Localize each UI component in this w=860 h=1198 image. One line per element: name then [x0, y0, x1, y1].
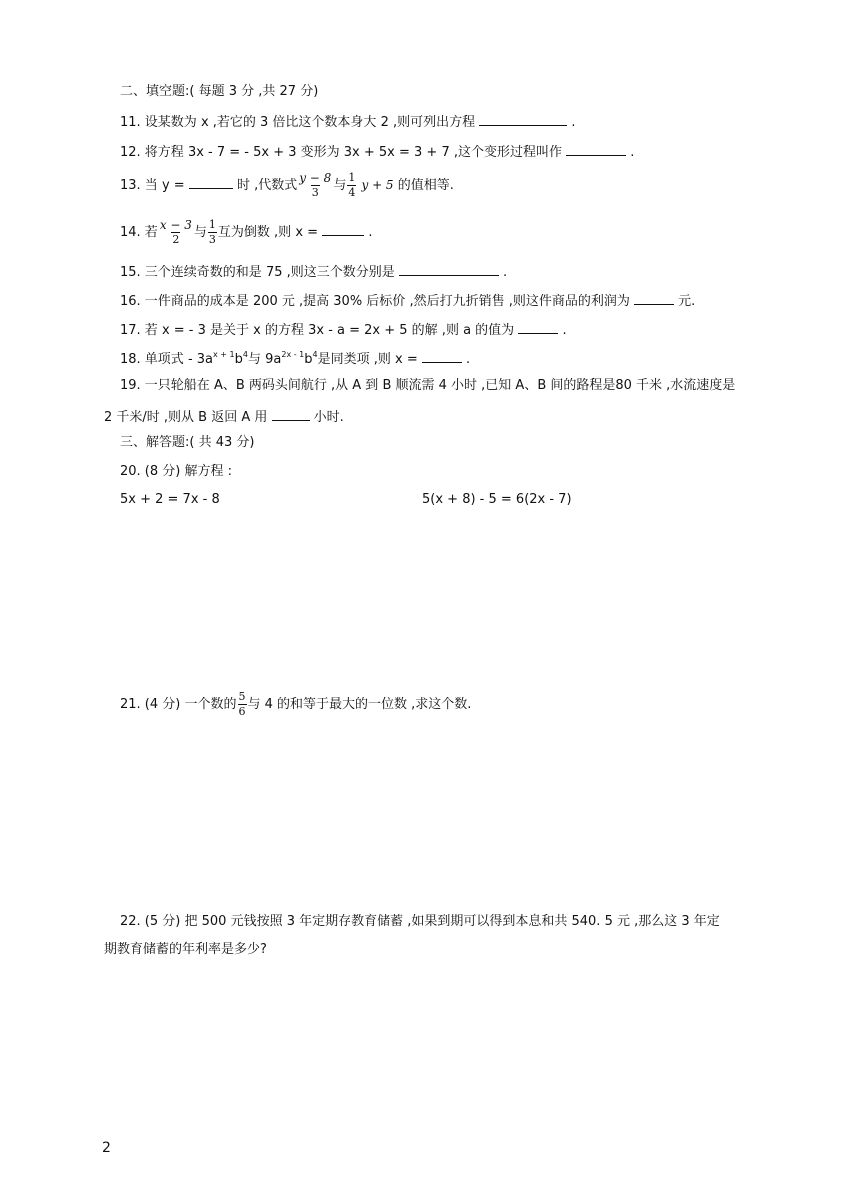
- answer-blank-17[interactable]: [518, 319, 558, 334]
- fraction-denominator: 3: [208, 233, 216, 246]
- question-20-title: [120, 463, 232, 481]
- section-3-title: 三、解答题:( 共 43 分): [120, 435, 255, 450]
- question-21-suffix: 与 4 的和等于最大的一位数 ,求这个数.: [247, 697, 472, 712]
- answer-blank-19[interactable]: [272, 406, 310, 421]
- section-3-heading: [120, 434, 254, 452]
- fraction-1-over-3: [208, 219, 217, 246]
- question-19-text-2: 2 千米/时 ,则从 B 返回 A 用: [104, 410, 268, 425]
- answer-blank-13[interactable]: [189, 174, 233, 189]
- question-14-end: .: [368, 225, 373, 240]
- fraction-x-minus-3-over-2: [159, 219, 193, 246]
- fraction-numerator: 5: [238, 690, 246, 703]
- question-16-end: 元.: [678, 294, 696, 309]
- answer-blank-15[interactable]: [399, 261, 499, 276]
- fraction-y-minus-8-over-3: [298, 172, 332, 199]
- answer-blank-18[interactable]: [422, 348, 462, 363]
- question-12: [120, 141, 634, 162]
- question-11-text: 11. 设某数为 x ,若它的 3 倍比这个数本身大 2 ,则可列出方程: [120, 115, 476, 130]
- variable-b: b: [304, 352, 313, 367]
- question-17: [120, 319, 567, 340]
- question-14-with: 与: [193, 225, 207, 240]
- question-13: [120, 170, 454, 201]
- question-13-expression: y + 5: [361, 178, 394, 192]
- question-19-line-1: [120, 377, 735, 395]
- exponent: x + 1: [213, 350, 235, 359]
- fraction-1-over-4: [347, 172, 356, 199]
- question-22-text-2: 期教育储蓄的年利率是多少?: [104, 942, 267, 957]
- exponent: 4: [312, 350, 318, 359]
- question-14-mid: 互为倒数 ,则 x =: [217, 225, 323, 240]
- fraction-denominator: 6: [238, 705, 246, 718]
- question-14-prefix: 14. 若: [120, 225, 158, 240]
- fraction-numerator: 1: [208, 218, 216, 231]
- question-20-text: 20. (8 分) 解方程 :: [120, 464, 232, 479]
- question-11-end: .: [571, 115, 576, 130]
- equation-1: 5x + 2 = 7x - 8: [120, 492, 220, 507]
- question-19-end: 小时.: [313, 410, 344, 425]
- question-17-text: 17. 若 x = - 3 是关于 x 的方程 3x - a = 2x + 5 的解 ,则 a 的值为: [120, 323, 515, 338]
- exponent: 2x - 1: [281, 350, 305, 359]
- question-17-end: .: [562, 323, 567, 338]
- question-18-end: .: [466, 352, 471, 367]
- question-20-equation-2: [422, 491, 572, 509]
- question-13-suffix: 的值相等.: [397, 178, 454, 193]
- question-15-text: 15. 三个连续奇数的和是 75 ,则这三个数分别是: [120, 265, 395, 280]
- question-21: [120, 690, 471, 720]
- question-20-equation-1: [120, 491, 220, 509]
- answer-blank-12[interactable]: [566, 141, 626, 156]
- section-2-heading: [120, 83, 318, 101]
- question-18-suffix: 是同类项 ,则 x =: [317, 352, 422, 367]
- question-16-text: 16. 一件商品的成本是 200 元 ,提高 30% 后标价 ,然后打九折销售 ,则这件商品的利润为: [120, 294, 630, 309]
- question-18-prefix: 18. 单项式 - 3a: [120, 352, 213, 367]
- question-13-with: 与: [333, 178, 347, 193]
- question-13-prefix: 13. 当 y =: [120, 178, 189, 193]
- question-15-end: .: [503, 265, 508, 280]
- fraction-5-over-6: [238, 691, 247, 718]
- fraction-denominator: 2: [172, 233, 180, 246]
- question-18-mid: 与 9a: [247, 352, 282, 367]
- question-22-line-1: [120, 913, 720, 931]
- fraction-numerator: y − 8: [299, 171, 332, 185]
- question-22-text: 22. (5 分) 把 500 元钱按照 3 年定期存教育储蓄 ,如果到期可以得到本息和共 540. 5 元 ,那么这 3 年定: [120, 914, 720, 929]
- question-11: [120, 111, 576, 132]
- fraction-numerator: x − 3: [159, 218, 192, 232]
- section-2-title: 二、填空题:( 每题 3 分 ,共 27 分): [120, 84, 319, 99]
- question-15: [120, 261, 507, 282]
- answer-blank-11[interactable]: [479, 111, 567, 126]
- fraction-numerator: 1: [348, 171, 356, 184]
- equation-2: 5(x + 8) - 5 = 6(2x - 7): [422, 492, 572, 507]
- question-12-end: .: [630, 145, 635, 160]
- exponent: 4: [242, 350, 248, 359]
- fraction-denominator: 3: [311, 186, 319, 199]
- question-16: [120, 290, 695, 311]
- question-18: [120, 348, 470, 369]
- question-13-mid: 时 ,代数式: [236, 178, 298, 193]
- variable-b: b: [234, 352, 243, 367]
- answer-blank-14[interactable]: [322, 221, 364, 236]
- fraction-denominator: 4: [348, 186, 356, 199]
- question-22-line-2: [104, 941, 267, 959]
- question-19-line-2: [104, 406, 344, 427]
- question-21-prefix: 21. (4 分) 一个数的: [120, 697, 237, 712]
- question-14: [120, 218, 372, 248]
- question-19-text: 19. 一只轮船在 A、B 两码头间航行 ,从 A 到 B 顺流需 4 小时 ,已知 A、B 间的路程是80 千米 ,水流速度是: [120, 378, 736, 393]
- page-number: 2: [102, 1140, 111, 1156]
- answer-blank-16[interactable]: [634, 290, 674, 305]
- question-12-text: 12. 将方程 3x - 7 = - 5x + 3 变形为 3x + 5x = 3 + 7 ,这个变形过程叫作: [120, 145, 562, 160]
